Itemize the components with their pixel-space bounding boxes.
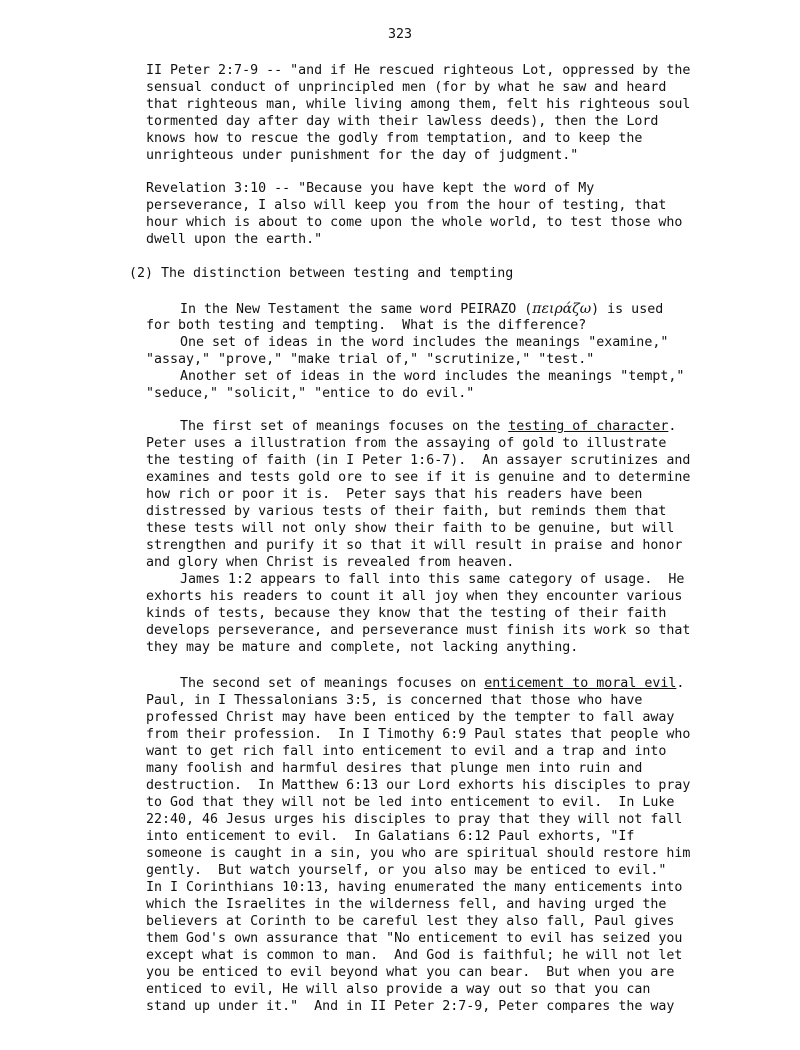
text-line [146, 63, 690, 80]
underlined-phrase: testing of character [508, 419, 669, 434]
text-line [180, 676, 684, 693]
text-line [146, 114, 658, 131]
text-line [146, 761, 642, 778]
text-line [146, 352, 594, 369]
text-line [146, 470, 690, 487]
text-line [146, 710, 674, 727]
text-line [146, 778, 690, 795]
text-line [146, 982, 650, 999]
text-line [146, 181, 594, 198]
text-line-content: The first set of meanings focuses on the [180, 419, 509, 434]
text-line-tail: ) is used [591, 302, 664, 317]
text-line [146, 829, 634, 846]
text-line [146, 965, 674, 982]
underlined-phrase: enticement to moral evil [484, 676, 677, 691]
text-line [146, 487, 642, 504]
greek-word: πειράζω [532, 301, 592, 317]
text-line-content: Another set of ideas in the word includes the meanings "tempt," [180, 369, 685, 384]
text-line [146, 80, 666, 97]
text-line-content: distressed by various tests of their faith, but reminds them that [146, 504, 667, 519]
text-line-content: examines and tests gold ore to see if it is genuine and to determine [146, 470, 691, 485]
text-line-content: you be enticed to evil beyond what you can bear. But when you are [146, 965, 675, 980]
text-line [180, 572, 684, 589]
text-line-content: many foolish and harmful desires that plunge men into ruin and [146, 761, 643, 776]
text-line-content: believers at Corinth to be careful lest they also fall, Paul gives [146, 914, 675, 929]
text-line-content: "seduce," "solicit," "entice to do evil." [146, 386, 475, 401]
text-line-content: James 1:2 appears to fall into this same category of usage. He [180, 572, 685, 587]
text-line [146, 744, 666, 761]
page-number: 323 [387, 27, 413, 42]
text-line-content: unrighteous under punishment for the day of judgment." [146, 148, 579, 163]
text-line [146, 453, 690, 470]
text-line [146, 538, 682, 555]
text-line-content: Revelation 3:10 -- "Because you have kept the word of My [146, 181, 595, 196]
text-line-content: how rich or poor it is. Peter says that his readers have been [146, 487, 643, 502]
text-line-content: perseverance, I also will keep you from the hour of testing, that [146, 198, 667, 213]
text-line-content: except what is common to man. And God is faithful; he will not let [146, 948, 683, 963]
text-line-tail: . [676, 676, 685, 691]
text-line-content: hour which is about to come upon the whole world, to test those who [146, 215, 683, 230]
text-line-content: Peter uses a illustration from the assaying of gold to illustrate [146, 436, 667, 451]
text-line [146, 148, 578, 165]
text-line [146, 131, 642, 148]
text-line-content: II Peter 2:7-9 -- "and if He rescued righteous Lot, oppressed by the [146, 63, 691, 78]
text-line-content: develops perseverance, and perseverance must finish its work so that [146, 623, 691, 638]
text-line-content: One set of ideas in the word includes the meanings "examine," [180, 335, 669, 350]
text-line-content: stand up under it." And in II Peter 2:7-9, Peter compares the way [146, 999, 675, 1014]
text-line [146, 318, 586, 335]
text-line [146, 606, 666, 623]
text-line [146, 232, 322, 249]
text-line [180, 419, 676, 436]
text-line-content: dwell upon the earth." [146, 232, 323, 247]
text-line-content: that righteous man, while living among them, felt his righteous soul [146, 97, 691, 112]
text-line-content: In I Corinthians 10:13, having enumerated the many enticements into [146, 880, 683, 895]
text-line [146, 589, 682, 606]
text-line-content: destruction. In Matthew 6:13 our Lord exhorts his disciples to pray [146, 778, 691, 793]
text-line [180, 335, 668, 352]
text-line [146, 880, 682, 897]
text-line-content: knows how to rescue the godly from temptation, and to keep the [146, 131, 643, 146]
text-line [146, 555, 514, 572]
text-line-content: tormented day after day with their lawless deeds), then the Lord [146, 114, 659, 129]
text-line [146, 897, 666, 914]
text-line-content: these tests will not only show their faith to be genuine, but will [146, 521, 675, 536]
text-line [146, 931, 682, 948]
text-line-tail: . [668, 419, 677, 434]
text-line-content: to God that they will not be led into enticement to evil. In Luke [146, 795, 675, 810]
text-line [129, 266, 513, 283]
text-line-content: strengthen and purify it so that it will result in praise and honor [146, 538, 683, 553]
text-line [146, 795, 674, 812]
text-line-content: exhorts his readers to count it all joy when they encounter various [146, 589, 683, 604]
text-line-content: sensual conduct of unprincipled men (for by what he saw and heard [146, 80, 667, 95]
text-line [146, 198, 666, 215]
text-line [146, 504, 666, 521]
text-line [146, 521, 674, 538]
text-line [146, 386, 474, 403]
text-line [146, 948, 682, 965]
text-line [146, 97, 690, 114]
text-line-content: and glory when Christ is revealed from heaven. [146, 555, 515, 570]
text-line-content: enticed to evil, He will also provide a way out so that you can [146, 982, 651, 997]
text-line-content: 22:40, 46 Jesus urges his disciples to pray that they will not fall [146, 812, 683, 827]
text-line-content: In the New Testament the same word PEIRAZO ( [180, 302, 533, 317]
text-line-content: "assay," "prove," "make trial of," "scrutinize," "test." [146, 352, 595, 367]
text-line [146, 727, 690, 744]
text-line-content: they may be mature and complete, not lacking anything. [146, 640, 579, 655]
text-line-content: want to get rich fall into enticement to evil and a trap and into [146, 744, 667, 759]
text-line-content: them God's own assurance that "No enticement to evil has seized you [146, 931, 683, 946]
text-line-content: someone is caught in a sin, you who are spiritual should restore him [146, 846, 691, 861]
text-line-content: Paul, in I Thessalonians 3:5, is concerned that those who have [146, 693, 643, 708]
text-line-content: The second set of meanings focuses on [180, 676, 485, 691]
text-line-content: professed Christ may have been enticed by the tempter to fall away [146, 710, 675, 725]
text-line [146, 812, 682, 829]
text-line [180, 369, 684, 386]
text-line [146, 436, 666, 453]
text-line-content: gently. But watch yourself, or you also may be enticed to evil." [146, 863, 667, 878]
text-line [146, 215, 682, 232]
text-line-content: for both testing and tempting. What is the difference? [146, 318, 587, 333]
text-line [146, 999, 674, 1016]
text-line [146, 693, 642, 710]
text-line-content: from their profession. In I Timothy 6:9 Paul states that people who [146, 727, 691, 742]
text-line-content: (2) The distinction between testing and tempting [129, 266, 514, 281]
text-line [146, 914, 674, 931]
text-line-content: the testing of faith (in I Peter 1:6-7). An assayer scrutinizes and [146, 453, 691, 468]
text-line [180, 301, 663, 319]
text-line [146, 863, 666, 880]
text-line [146, 846, 690, 863]
text-line [146, 623, 690, 640]
text-line-content: kinds of tests, because they know that the testing of their faith [146, 606, 667, 621]
text-line-content: into enticement to evil. In Galatians 6:12 Paul exhorts, "If [146, 829, 635, 844]
text-line-content: which the Israelites in the wilderness fell, and having urged the [146, 897, 667, 912]
text-line [146, 640, 578, 657]
